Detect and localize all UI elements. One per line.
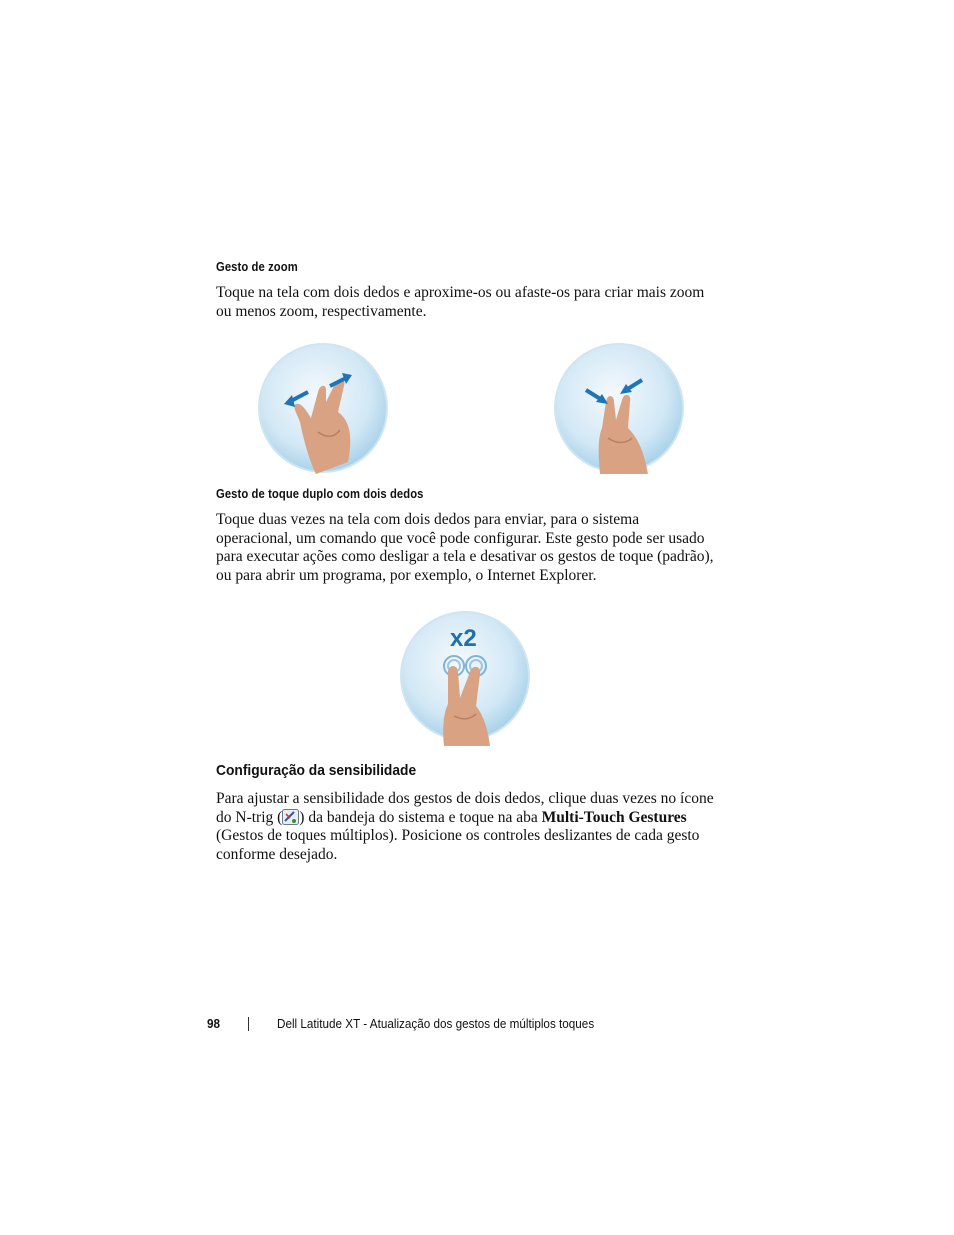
sensitivity-heading: Configuração da sensibilidade: [216, 762, 417, 779]
sensitivity-paragraph: [216, 790, 716, 865]
double-tap-paragraph: Toque duas vezes na tela com dois dedos para enviar, para o sistema operacional, um comando que você pode configurar. Este gesto pode ser usado para executar ações como desligar a tela e desativar os gestos de toque (padrão), ou para abrir um programa, por exemplo, o Internet Explorer.: [216, 511, 714, 585]
sensitivity-text-start: Para ajustar a sensibilidade dos gestos de dois dedos, clique duas vezes no ícone do N-trig (: [216, 790, 714, 826]
sensitivity-text-end: (Gestos de toques múltiplos). Posicione os controles deslizantes de cada gesto conforme desejado.: [216, 827, 700, 864]
double-tap-heading: Gesto de toque duplo com dois dedos: [216, 487, 424, 501]
double-tap-badge: x2: [450, 625, 477, 652]
ntrig-icon: [282, 809, 299, 825]
zoom-spread-illustration: [256, 342, 390, 476]
zoom-gesture-heading: Gesto de zoom: [216, 260, 298, 274]
sensitivity-text-middle: ) da bandeja do sistema e toque na aba: [299, 808, 542, 826]
footer-title: Dell Latitude XT - Atualização dos gestos de múltiplos toques: [277, 1016, 595, 1031]
zoom-pinch-illustration: [552, 342, 686, 476]
multi-touch-tab-name: Multi-Touch Gestures: [541, 808, 687, 826]
double-tap-illustration: [398, 608, 532, 748]
zoom-gesture-paragraph: Toque na tela com dois dedos e aproxime-os ou afaste-os para criar mais zoom ou menos zoom, respectivamente.: [216, 284, 705, 320]
footer-divider: [248, 1017, 249, 1031]
page-number: 98: [207, 1016, 221, 1031]
